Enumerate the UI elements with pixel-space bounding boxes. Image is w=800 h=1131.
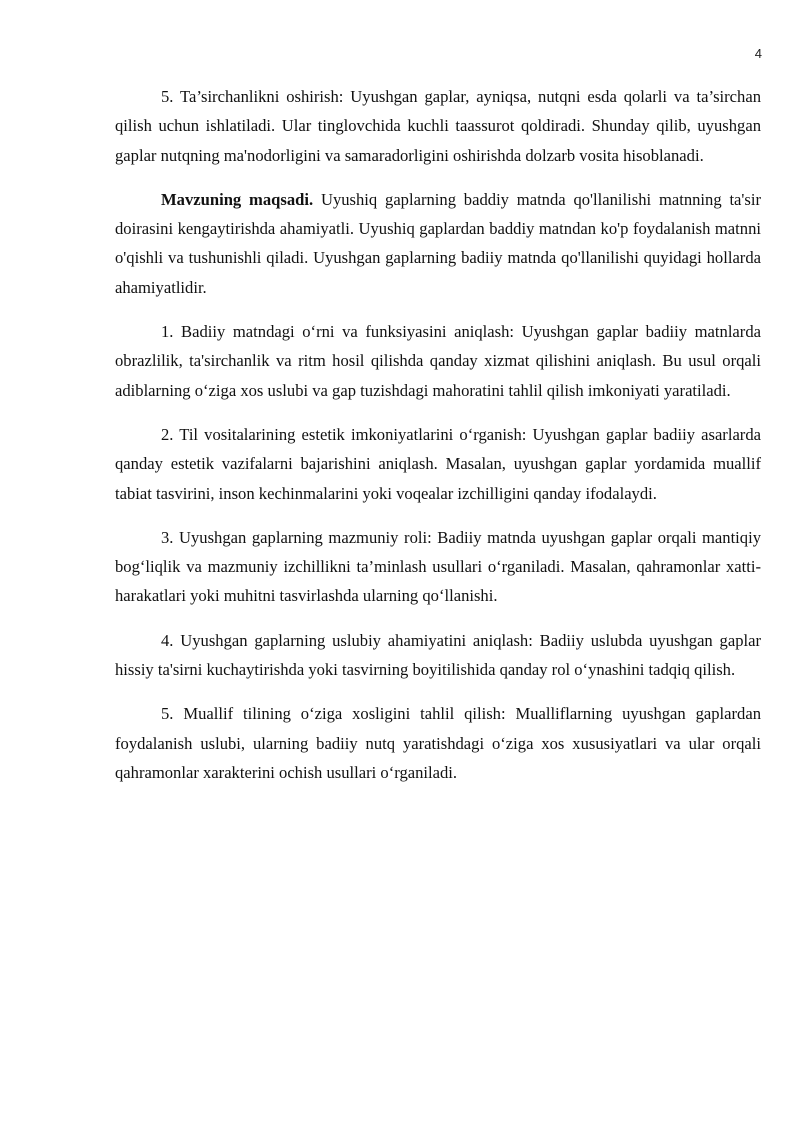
paragraph-text: Uyushiq gaplarning baddiy matnda qo'llanilishi matnning ta'sir doirasini kengaytirishda ahamiyatli. Uyushiq gaplardan baddiy matndan ko'p foydalanish matnni o'qishli va tushunishli qiladi. Uyushgan gaplarning badiiy matnda qo'llanilishi quyidagi hollarda ahamiyatlidir. (115, 189, 762, 297)
paragraph-heading: Mavzuning maqsadi. (161, 189, 314, 209)
paragraph-item-3 (115, 523, 761, 611)
paragraph-item-5 (115, 699, 761, 787)
paragraph-text: 2. Til vositalarining estetik imkoniyatlarini o‘rganish: Uyushgan gaplar badiiy asarlarda qanday estetik vazifalarni bajarishini aniqlash. Masalan, uyushgan gaplar yordamida muallif tabiat tasvirini, inson kechinmalarini yoki voqealar izchilligini qanday ifodalaydi. (115, 424, 761, 503)
paragraph-text: 3. Uyushgan gaplarning mazmuniy roli: Badiiy matnda uyushgan gaplar orqali mantiqiy bog‘liqlik va mazmuniy izchillikni ta’minlash usullari o‘rganiladi. Masalan, qahramonlar xatti-harakatlari yoki muhitni tasvirlashda ularning qo‘llanishi. (115, 527, 761, 606)
paragraph-text: 4. Uyushgan gaplarning uslubiy ahamiyatini aniqlash: Badiiy uslubda uyushgan gaplar hissiy ta'sirni kuchaytirishda yoki tasvirning boyitilishida qanday rol o‘ynashini tadqiq qilish. (115, 630, 761, 680)
paragraph-impact (115, 82, 761, 170)
paragraph-goal (115, 185, 761, 302)
paragraph-item-2 (115, 420, 761, 508)
paragraph-item-4 (115, 626, 761, 685)
paragraph-text: 1. Badiiy matndagi o‘rni va funksiyasini aniqlash: Uyushgan gaplar badiiy matnlarda obrazlilik, ta'sirchanlik va ritm hosil qilishda qanday xizmat qilishini aniqlash. Bu usul orqali adiblarning o‘ziga xos uslubi va gap tuzishdagi mahoratini tahlil qilish imkoniyati yaratiladi. (115, 322, 761, 400)
paragraph-text: 5. Muallif tilining o‘ziga xosligini tahlil qilish: Mualliflarning uyushgan gaplardan foydalanish uslubi, ularning badiiy nutq yaratishdagi o‘ziga xos xususiyatlari va ular orqali qahramonlar xarakterini ochish usullari o‘rganiladi. (115, 704, 761, 782)
paragraph-item-1 (115, 317, 761, 405)
page-number: 4 (754, 46, 762, 61)
paragraph-text: 5. Ta’sirchanlikni oshirish: Uyushgan gaplar, ayniqsa, nutqni esda qolarli va ta’sirchan qilish uchun ishlatiladi. Ular tinglovchida kuchli taassurot qoldiradi. Shunday qilib, uyushgan gaplar nutqning ma'nodorligini va samaradorligini oshirishda dolzarb vosita hisoblanadi. (115, 87, 761, 165)
document-body (115, 82, 761, 802)
